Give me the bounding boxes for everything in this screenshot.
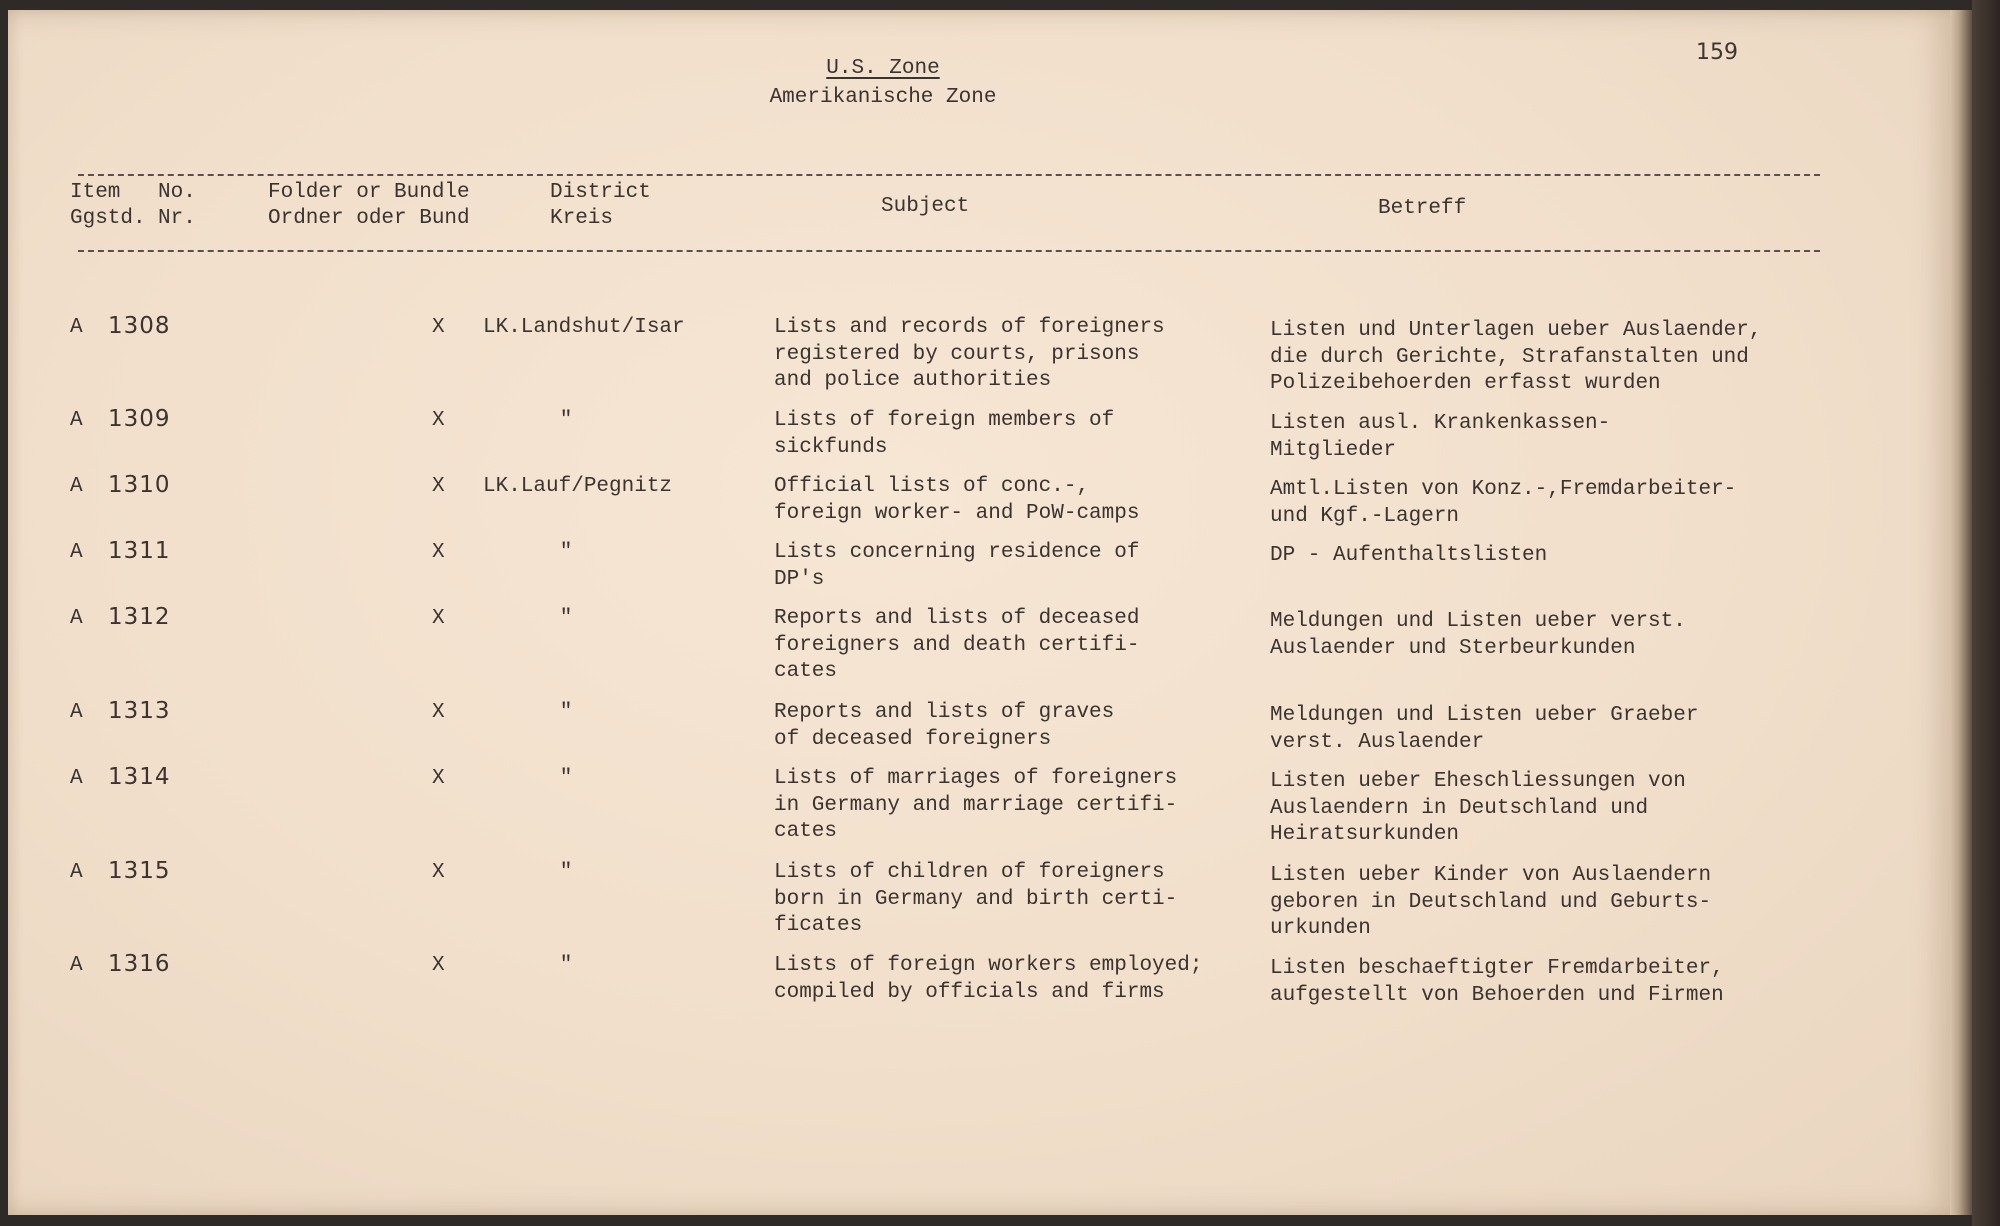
subject-line: DP's: [774, 567, 825, 591]
subject-line: Lists of foreign workers employed;: [774, 954, 1203, 977]
betreff-line: Polizeibehoerden erfasst wurden: [1270, 372, 1661, 395]
district-name: LK.Lauf/Pegnitz: [483, 475, 673, 498]
betreff-line: verst. Auslaender: [1270, 730, 1485, 754]
ditto-mark: ": [559, 607, 573, 630]
betreff-line: Listen und Unterlagen ueber Auslaender,: [1270, 319, 1762, 342]
page-edge: [1950, 10, 1972, 1215]
item-letter: A: [70, 954, 83, 977]
column-header-district: District: [550, 181, 651, 204]
header-bottom-rule: [78, 250, 1820, 252]
subject-line: Lists and records of foreigners: [774, 316, 1165, 339]
betreff-line: Meldungen und Listen ueber verst.: [1270, 610, 1686, 633]
folder-mark: X: [432, 541, 445, 564]
betreff-line: Listen ausl. Krankenkassen-: [1270, 412, 1611, 435]
item-letter: A: [70, 607, 83, 630]
column-header-no: No.: [158, 181, 196, 204]
betreff-line: DP - Aufenthaltslisten: [1270, 544, 1548, 567]
item-number: 1311: [108, 538, 171, 564]
subject-line: Reports and lists of graves: [774, 701, 1115, 724]
item-number: 1316: [108, 951, 171, 977]
betreff-line: Meldungen und Listen ueber Graeber: [1270, 704, 1699, 727]
folder-mark: X: [432, 475, 445, 498]
book-cover-edge: [1972, 0, 2000, 1226]
item-letter: A: [70, 861, 83, 884]
item-number: 1309: [108, 406, 171, 432]
item-letter: A: [70, 701, 83, 724]
item-letter: A: [70, 316, 83, 339]
column-header-district-de: Kreis: [550, 207, 614, 230]
ditto-mark: ": [559, 701, 573, 724]
subject-line: Lists of foreign members of: [774, 409, 1115, 432]
betreff-line: Mitglieder: [1270, 438, 1397, 462]
column-header-folder: Folder or Bundle: [268, 181, 470, 204]
ditto-mark: ": [559, 767, 573, 790]
column-header-betreff: Betreff: [1378, 197, 1467, 220]
betreff-line: aufgestellt von Behoerden und Firmen: [1270, 983, 1724, 1007]
page-number: 159: [1696, 40, 1738, 65]
folder-mark: X: [432, 701, 445, 724]
betreff-line: Listen beschaeftigter Fremdarbeiter,: [1270, 957, 1724, 980]
subject-line: cates: [774, 820, 838, 843]
subject-line: Lists concerning residence of: [774, 541, 1140, 564]
district-name: LK.Landshut/Isar: [483, 316, 685, 339]
betreff-line: geboren in Deutschland und Geburts-: [1270, 890, 1712, 914]
item-number: 1315: [108, 858, 171, 884]
ditto-mark: ": [559, 861, 573, 884]
column-header-folder-de: Ordner oder Bund: [268, 207, 470, 230]
folder-mark: X: [432, 409, 445, 432]
subject-line: ficates: [774, 914, 863, 937]
subject-line: of deceased foreigners: [774, 727, 1052, 751]
subject-line: foreign worker- and PoW-camps: [774, 501, 1140, 525]
folder-mark: X: [432, 954, 445, 977]
subject-line: Reports and lists of deceased: [774, 607, 1140, 630]
header-top-rule: [78, 174, 1820, 176]
zone-title-german: Amerikanische Zone: [769, 86, 997, 109]
subject-line: registered by courts, prisons: [774, 342, 1140, 366]
column-header-subject: Subject: [881, 195, 970, 218]
item-letter: A: [70, 409, 83, 432]
betreff-line: die durch Gerichte, Strafanstalten und: [1270, 345, 1749, 369]
subject-line: compiled by officials and firms: [774, 980, 1165, 1004]
column-header-item-de: Ggstd.: [70, 207, 146, 230]
item-number: 1310: [108, 472, 171, 498]
item-letter: A: [70, 541, 83, 564]
subject-line: foreigners and death certifi-: [774, 633, 1140, 657]
folder-mark: X: [432, 607, 445, 630]
subject-line: born in Germany and birth certi-: [774, 887, 1178, 911]
subject-line: Official lists of conc.-,: [774, 475, 1090, 498]
betreff-line: Amtl.Listen von Konz.-,Fremdarbeiter-: [1270, 478, 1737, 501]
ditto-mark: ": [559, 954, 573, 977]
ditto-mark: ": [559, 541, 573, 564]
betreff-line: Listen ueber Eheschliessungen von: [1270, 770, 1686, 793]
subject-line: in Germany and marriage certifi-: [774, 793, 1178, 817]
betreff-line: urkunden: [1270, 917, 1371, 940]
column-header-item: Item: [70, 181, 121, 204]
folder-mark: X: [432, 861, 445, 884]
item-letter: A: [70, 767, 83, 790]
folder-mark: X: [432, 767, 445, 790]
subject-line: Lists of children of foreigners: [774, 861, 1165, 884]
item-number: 1314: [108, 764, 171, 790]
betreff-line: Listen ueber Kinder von Auslaendern: [1270, 864, 1712, 887]
item-letter: A: [70, 475, 83, 498]
item-number: 1313: [108, 698, 171, 724]
column-header-no-de: Nr.: [158, 207, 196, 230]
item-number: 1308: [108, 313, 171, 339]
subject-line: and police authorities: [774, 369, 1052, 392]
ditto-mark: ": [559, 409, 573, 432]
betreff-line: Heiratsurkunden: [1270, 823, 1460, 846]
subject-line: Lists of marriages of foreigners: [774, 767, 1178, 790]
zone-title-english: U.S. Zone: [826, 57, 940, 80]
subject-line: sickfunds: [774, 435, 888, 459]
betreff-line: Auslaendern in Deutschland und: [1270, 796, 1649, 820]
subject-line: cates: [774, 660, 838, 683]
document-page: [8, 10, 1958, 1215]
betreff-line: Auslaender und Sterbeurkunden: [1270, 636, 1636, 660]
item-number: 1312: [108, 604, 171, 630]
betreff-line: und Kgf.-Lagern: [1270, 504, 1460, 528]
folder-mark: X: [432, 316, 445, 339]
